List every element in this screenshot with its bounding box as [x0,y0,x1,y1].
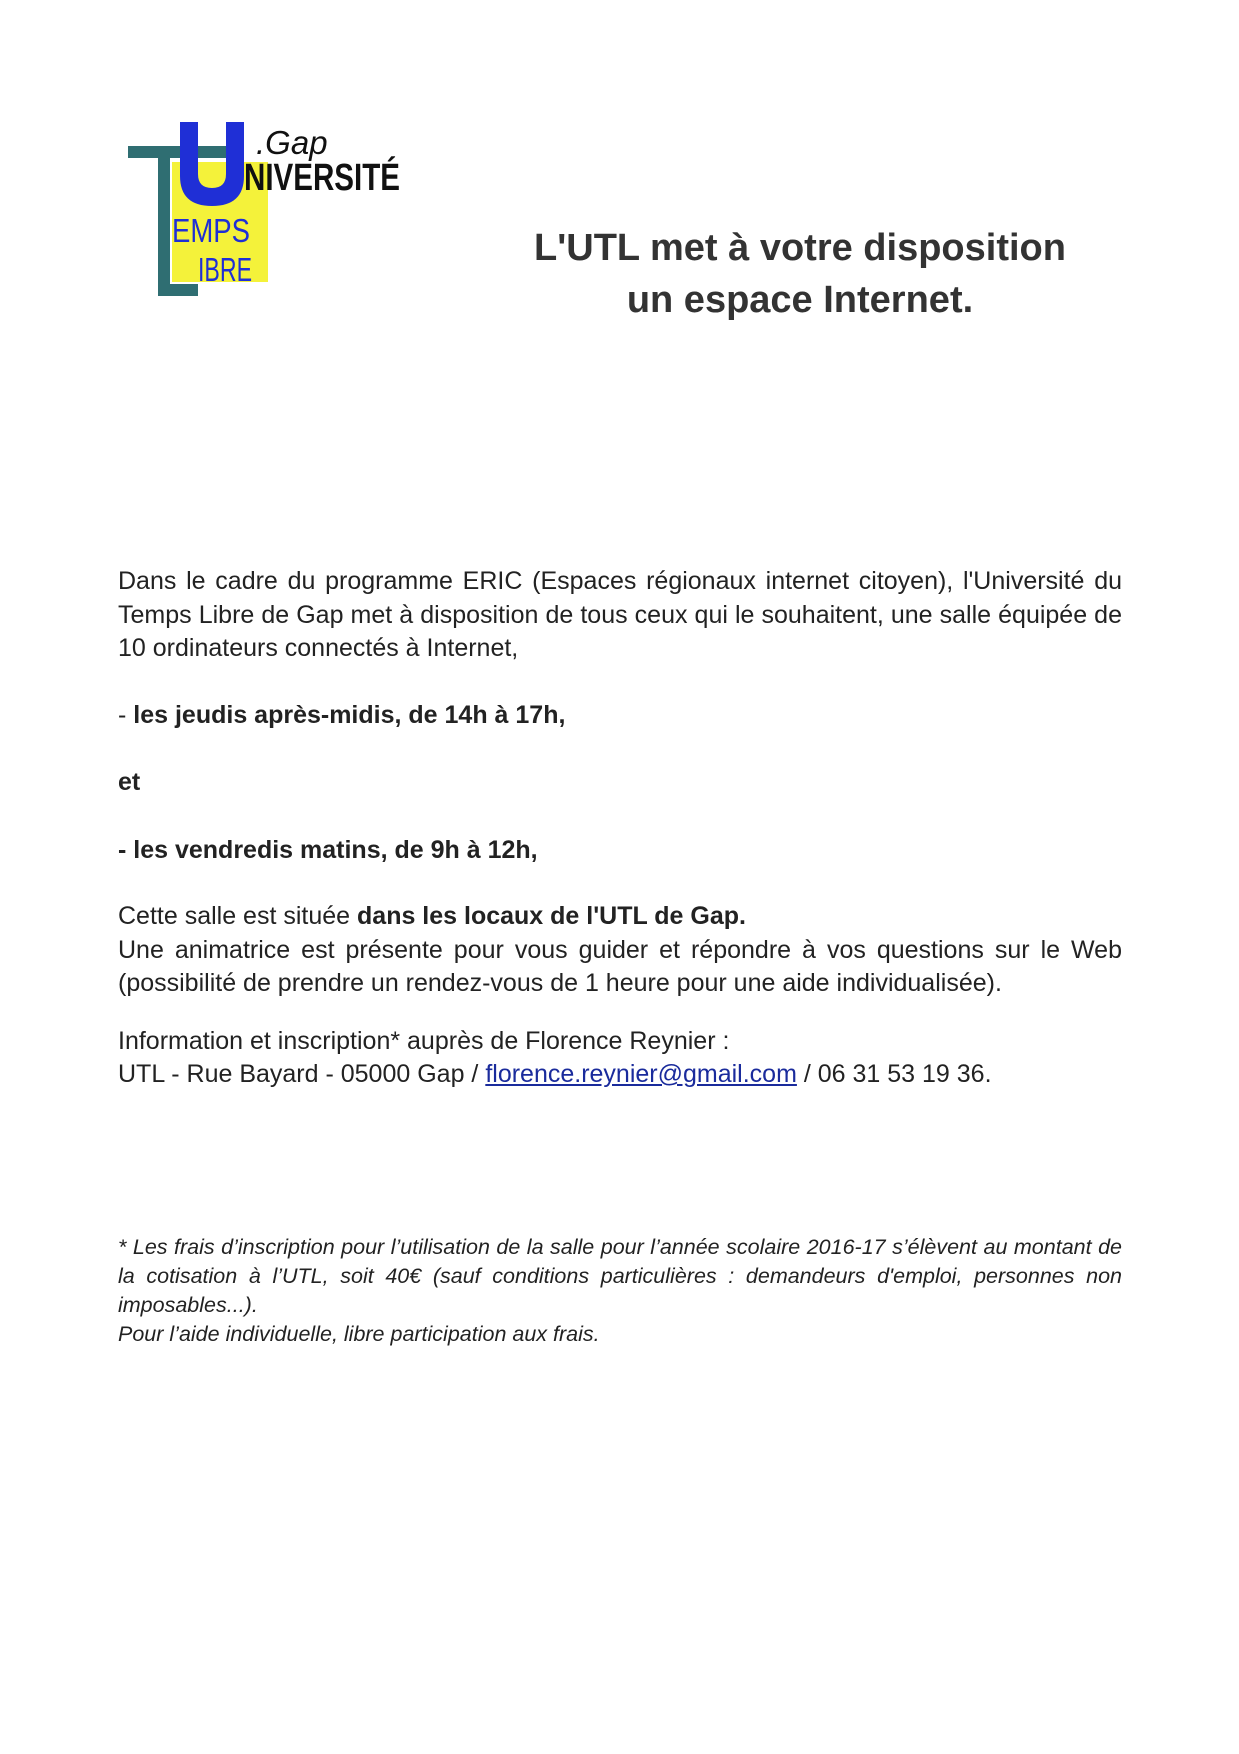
contact-line-1: Information et inscription* auprès de Florence Reynier : [118,1026,730,1055]
utl-logo [128,122,448,322]
schedule-dash: - [118,700,134,729]
schedule-thursday [118,699,1122,733]
location-prefix: Cette salle est située [118,902,358,930]
page-title [480,222,1120,326]
logo-line3: IBRE [198,251,252,288]
contact-line-2 [118,1058,1122,1092]
schedule-thursday-text: les jeudis après-midis, de 14h à 17h, [133,700,566,729]
schedule-friday-text: - les vendredis matins, de 9h à 12h, [118,835,538,864]
title-line-1: L'UTL met à votre disposition [534,227,1066,269]
location-line [118,900,1122,934]
contact-address: UTL - Rue Bayard - 05000 Gap / [118,1060,486,1088]
title-line-2: un espace Internet. [626,279,974,321]
location-bold: dans les locaux de l'UTL de Gap. [357,902,746,930]
logo-city: .Gap [256,124,328,161]
schedule-and [118,766,1122,800]
guide-paragraph: Une animatrice est présente pour vous guider et répondre à vos questions sur le Web (possibilité de prendre un rendez-vous de 1 heure pour une aide individualisée). [118,935,1122,997]
logo-line2: EMPS [172,212,250,249]
footnote-paragraph-1: * Les frais d’inscription pour l’utilisation de la salle pour l’année scolaire 2016-17 s’élèvent au montant de la cotisation à l’UTL, soit 40€ (sauf conditions particulières : demandeurs d'emploi, personnes non imposables...). [118,1235,1122,1317]
schedule-friday [118,834,1122,868]
main-content [118,565,1122,1092]
contact-phone: / 06 31 53 19 36. [796,1060,992,1088]
schedule-and-text: et [118,768,141,796]
logo-line1: NIVERSITÉ [244,157,445,199]
footnote-paragraph-2: Pour l’aide individuelle, libre participation aux frais. [118,1322,600,1346]
footnote [118,1233,1122,1349]
email-link[interactable]: florence.reynier@gmail.com [485,1060,797,1088]
intro-paragraph: Dans le cadre du programme ERIC (Espaces régionaux internet citoyen), l'Université du Temps Libre de Gap met à disposition de tous ceux qui le souhaitent, une salle équipée de 10 ordinateurs connectés à Internet, [118,567,1122,662]
